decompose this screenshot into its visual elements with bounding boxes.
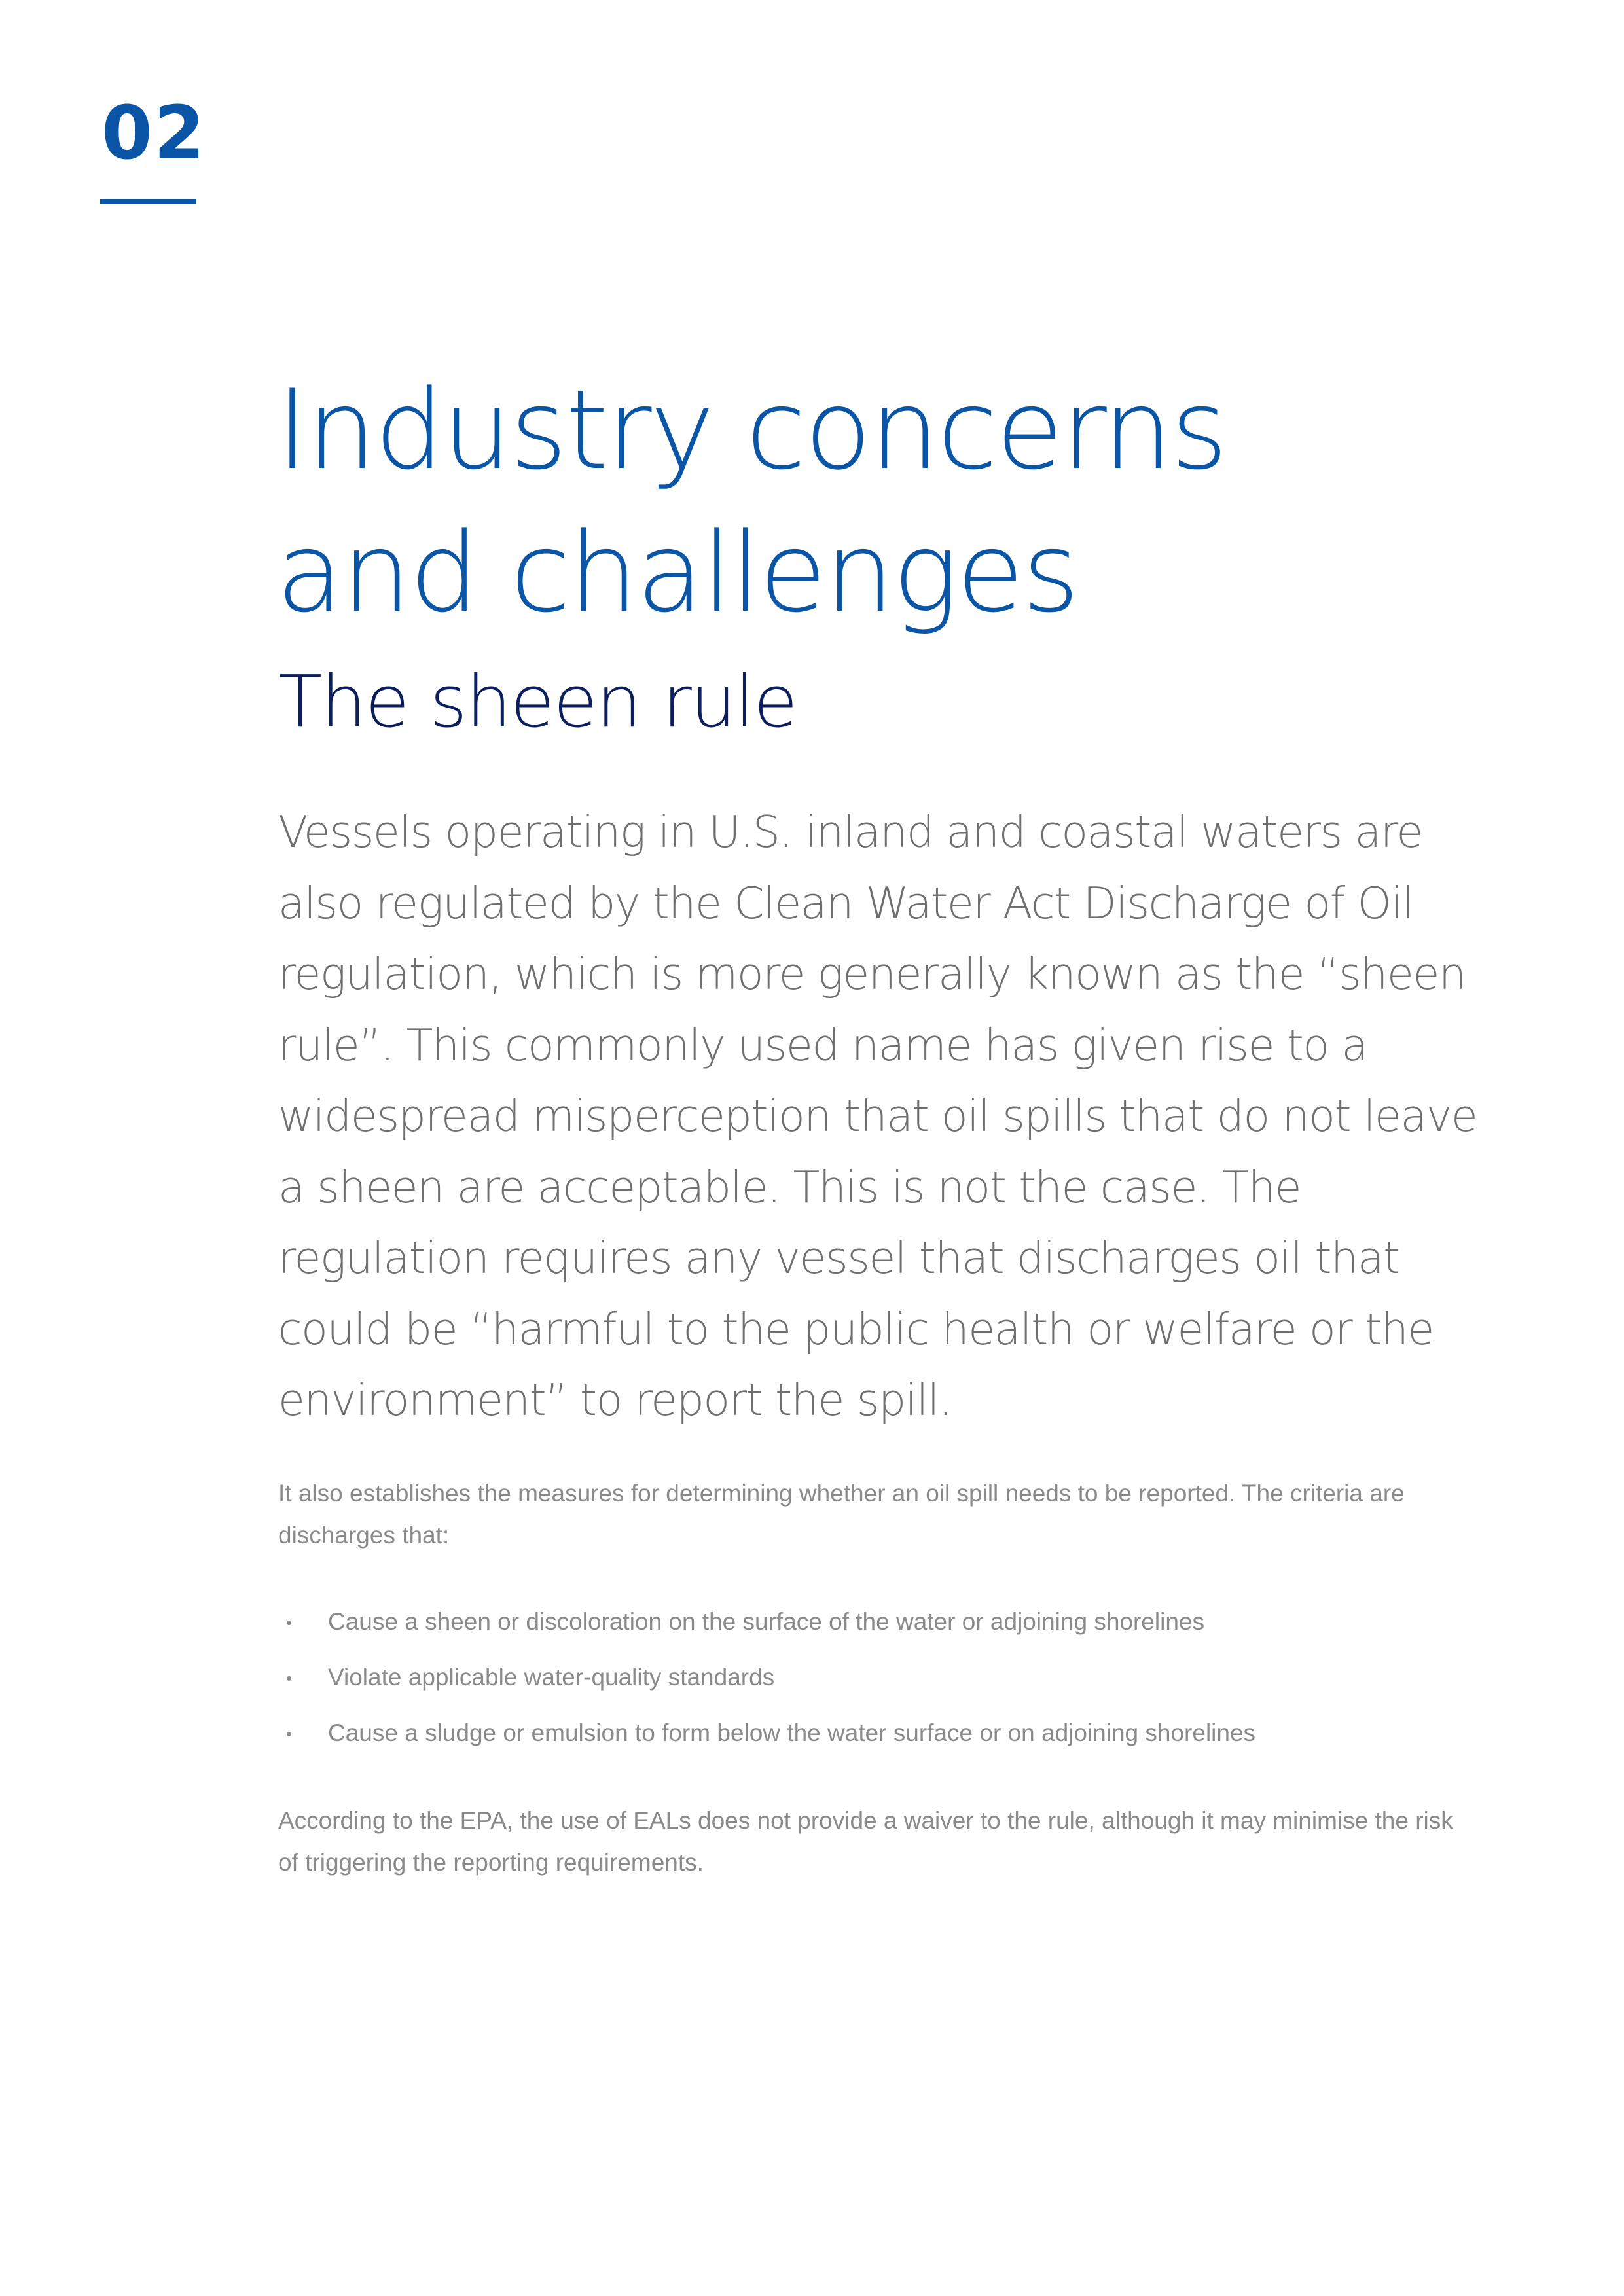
page-title-line-1: Industry concerns (276, 366, 1226, 494)
list-item-text: Violate applicable water-quality standards (328, 1664, 775, 1691)
list-item (278, 1712, 1522, 1768)
bullet-icon (287, 1621, 291, 1625)
criteria-list (278, 1601, 1522, 1768)
list-item (278, 1657, 1522, 1712)
page-title-line-2: and challenges (276, 509, 1078, 637)
lead-paragraph: Vessels operating in U.S. inland and coastal waters are also regulated by the Clean Water Act Discharge of Oil regulation, which is more generally known as the “sheen rule”. This commonly used name has given rise to a widespread misperception that oil spills that do not leave a sheen are acceptable. This is not the case. The regulation requires any vessel that discharges oil that could be “harmful to the public health or welfare or the environment” to report the spill. (278, 806, 1477, 1426)
page-title (276, 359, 1520, 644)
list-item-text: Cause a sludge or emulsion to form below the water surface or on adjoining shorelines (328, 1719, 1256, 1746)
section-number: 02 (101, 91, 206, 176)
bullet-icon (287, 1732, 291, 1736)
body-paragraph-epa: According to the EPA, the use of EALs does not provide a waiver to the rule, although it may minimise the risk of triggering the reporting requirements. (278, 1807, 1453, 1876)
body-paragraph-criteria-intro: It also establishes the measures for determining whether an oil spill needs to be reported. The criteria are discharges that: (278, 1480, 1405, 1549)
section-number-underline (100, 199, 196, 204)
section-subtitle: The sheen rule (278, 660, 797, 744)
bullet-icon (287, 1676, 291, 1681)
list-item (278, 1601, 1522, 1657)
list-item-text: Cause a sheen or discoloration on the surface of the water or adjoining shorelines (328, 1608, 1204, 1635)
